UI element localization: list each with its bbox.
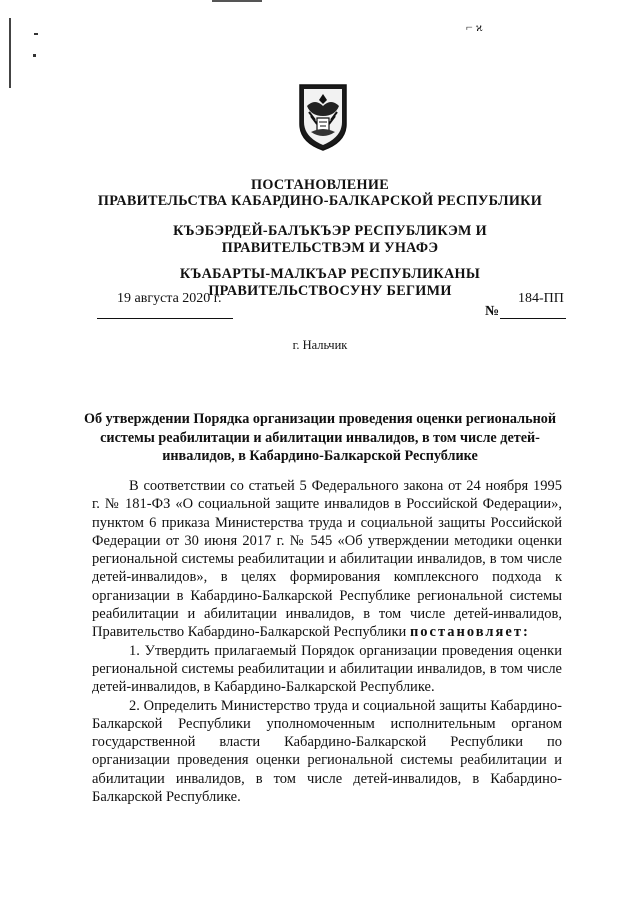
- document-type: ПОСТАНОВЛЕНИЕ: [251, 177, 389, 193]
- scan-mark-left: [9, 18, 11, 88]
- number-underline: [500, 318, 566, 319]
- scan-dot-1: [34, 33, 38, 35]
- item-2: 2. Определить Министерство труда и социальной защиты Кабардино-Балкарской Республики уполномоченным исполнительным органом государственной власти Кабардино-Балкарской Республики по организации проведения оценки региональной системы реабилитации и абилитации инвалидов, в том числе детей-инвалидов, в Кабардино-Балкарской Республике.: [92, 697, 562, 806]
- document-date: 19 августа 2020 г.: [117, 291, 222, 306]
- coat-of-arms-emblem: [297, 82, 349, 152]
- decree-word: постановляет:: [409, 624, 530, 641]
- item-1: 1. Утвердить прилагаемый Порядок организации проведения оценки региональной системы реабилитации и абилитации инвалидов, в том числе детей-инвалидов, в Кабардино-Балкарской Республике.: [92, 642, 562, 696]
- number-sign: №: [485, 304, 500, 319]
- scan-mark-right: ⌐ ϰ: [466, 20, 483, 34]
- document-title: Об утверждении Порядка организации проведения оценки региональной системы реабилитации и абилитации инвалидов, в том числе детей-инвалидов, в Кабардино-Балкарской Республике: [83, 411, 557, 464]
- preamble-text: В соответствии со статьей 5 Федерального закона от 24 ноября 1995 г. № 181-ФЗ «О социальной защите инвалидов в Российской Федерации», пунктом 6 приказа Министерства труда и социальной защиты Российской Федерации от 30 июня 2017 г. № 545 «Об утверждении методики оценки региональной системы реабилитации и абилитации инвалидов, в том числе детей-инвалидов», в целях формирования комплексного подхода к организации в Кабардино-Балкарской Республике региональной системы реабилитации и абилитации инвалидов, в том числе детей-инвалидов, Правительство Кабардино-Балкарской Республики: [92, 478, 562, 641]
- city: г. Нальчик: [292, 338, 348, 352]
- authority-ru: ПРАВИТЕЛЬСТВА КАБАРДИНО-БАЛКАРСКОЙ РЕСПУБЛИКИ: [97, 193, 543, 209]
- preamble-paragraph: [92, 477, 562, 642]
- date-underline: [97, 318, 233, 319]
- authority-krc: КЪАБАРТЫ-МАЛКЪАР РЕСПУБЛИКАНЫ ПРАВИТЕЛЬСТВОСУНУ БЕГИМИ: [179, 266, 481, 299]
- authority-kbd: КЪЭБЭРДЕЙ-БАЛЪКЪЭР РЕСПУБЛИКЭМ И ПРАВИТЕЛЬСТВЭМ И УНАФЭ: [173, 223, 487, 256]
- document-body: [92, 477, 562, 806]
- scan-mark-top: [212, 0, 262, 2]
- document-number: 184-ПП: [518, 291, 564, 306]
- scan-dot-2: [33, 54, 36, 57]
